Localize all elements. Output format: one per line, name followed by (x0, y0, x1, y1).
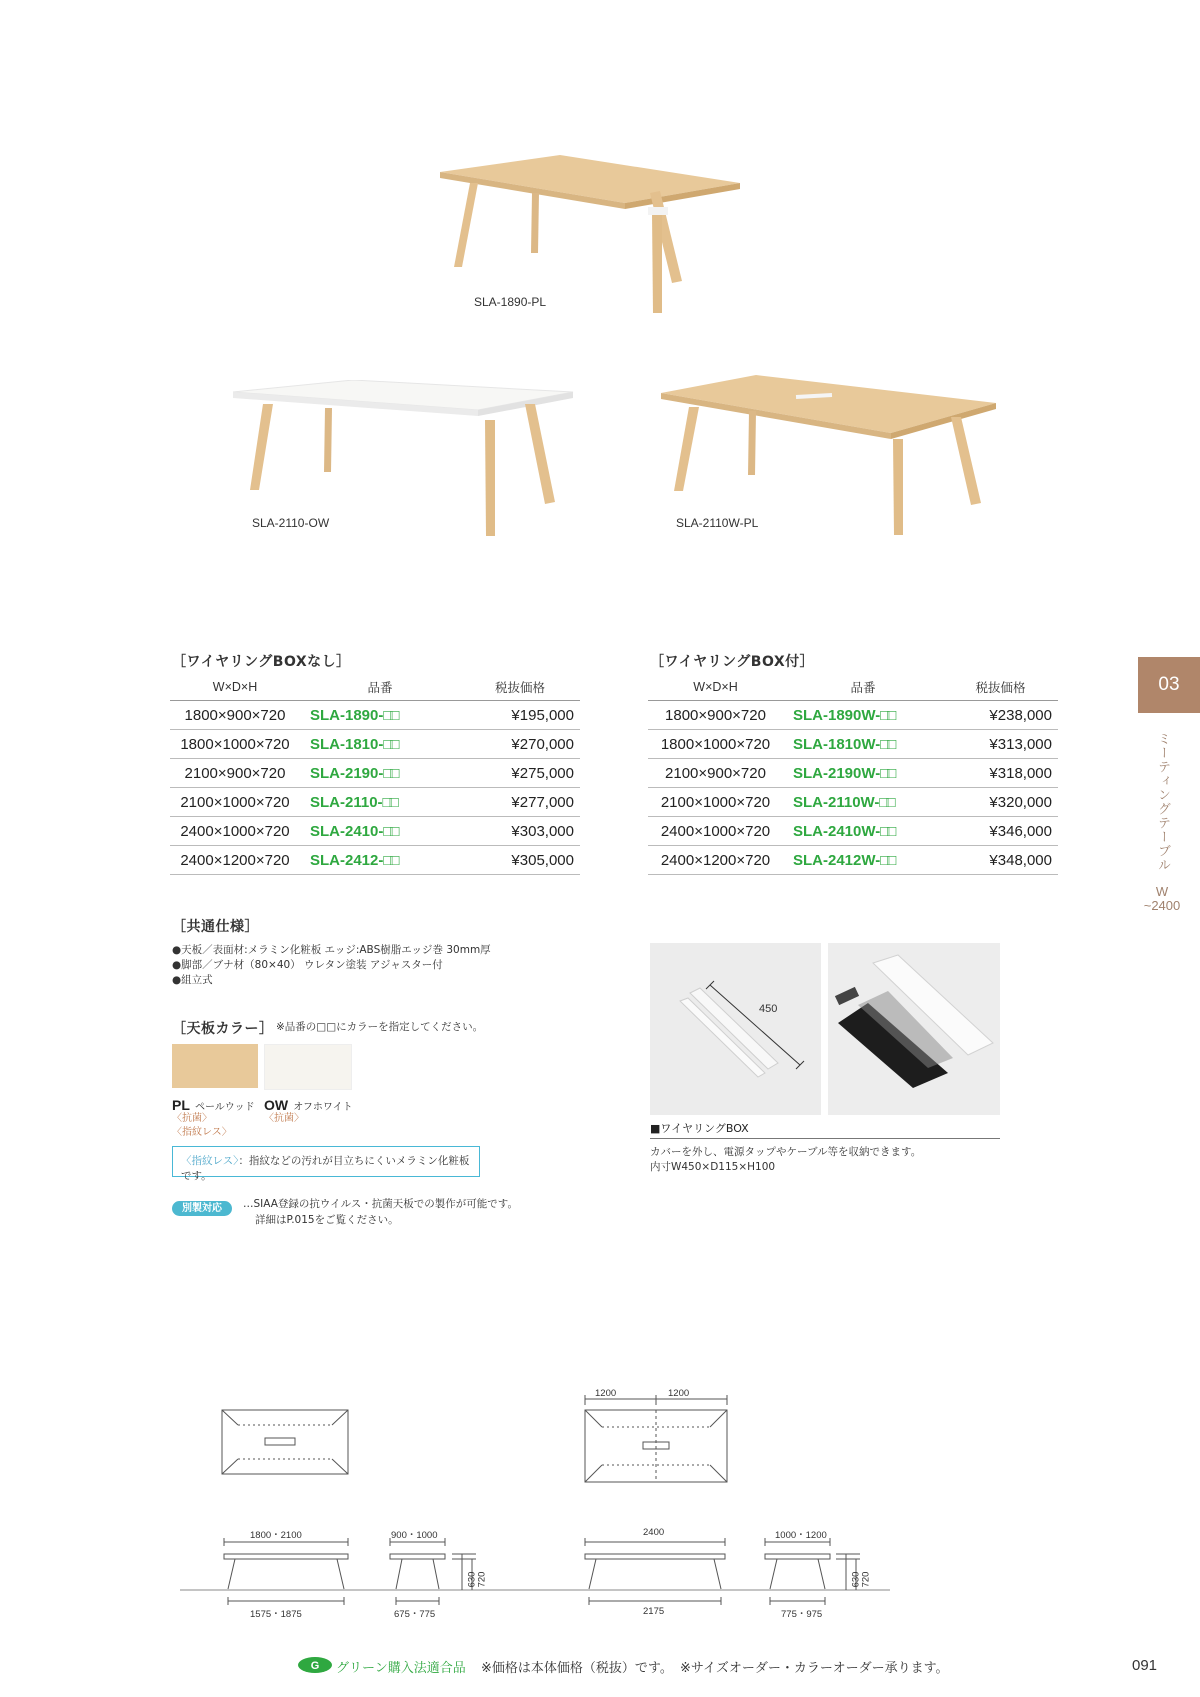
wiring-box-title: ■ワイヤリングBOX (650, 1122, 749, 1135)
custom-order-line2: 詳細はP.015をご覧ください。 (255, 1214, 399, 1226)
code-cell (783, 846, 943, 875)
fingerprint-tag: 〈指紋レス〉 (181, 1155, 239, 1167)
price-cell: ¥275,000 (460, 759, 580, 788)
color-name: オフホワイト (293, 1102, 353, 1113)
green-purchase-icon (297, 1656, 333, 1674)
product-photo-sla-1890-pl (440, 155, 750, 315)
code-boxes: □□ (880, 735, 895, 753)
code-text: SLA-2110- (310, 793, 383, 811)
color-code: OW (264, 1097, 289, 1113)
header-code: 品番 (783, 674, 943, 701)
green-purchase-label: グリーン購入法適合品 (336, 1661, 466, 1676)
dim-end-a-base: 675・775 (394, 1609, 436, 1620)
code-cell (783, 701, 943, 730)
size-cell: 2100×900×720 (170, 759, 300, 788)
dim-height-total-b: 720 (860, 1571, 872, 1588)
product-label-2: SLA-2110-OW (252, 516, 330, 530)
code-cell (300, 817, 460, 846)
code-boxes: □□ (383, 822, 398, 840)
price-cell: ¥270,000 (460, 730, 580, 759)
dim-height-inner: 630 (466, 1571, 478, 1588)
size-cell: 2100×1000×720 (170, 788, 300, 817)
price-cell: ¥313,000 (943, 730, 1058, 759)
table-with-box-title: ［ワイヤリングBOX付］ (650, 654, 815, 670)
color-sub: 〈抗菌〉 (172, 1113, 212, 1124)
dim-side-a-base: 1575・1875 (250, 1609, 302, 1620)
price-cell: ¥346,000 (943, 817, 1058, 846)
code-text: SLA-2412- (310, 851, 384, 869)
size-cell: 1800×900×720 (648, 701, 783, 730)
top-color-note: ※品番の□□にカラーを指定してください。 (276, 1021, 484, 1033)
code-boxes: □□ (383, 851, 398, 869)
wiring-box-divider (650, 1138, 1000, 1139)
code-text: SLA-1810- (310, 735, 384, 753)
code-cell (300, 701, 460, 730)
custom-order-line1: …SIAA登録の抗ウイルス・抗菌天板での製作が可能です。 (243, 1198, 518, 1210)
dim-height-inner-b: 630 (850, 1571, 862, 1588)
code-cell (300, 846, 460, 875)
header-code: 品番 (300, 674, 460, 701)
table-row (648, 788, 1058, 817)
code-cell (300, 788, 460, 817)
table-row (170, 788, 580, 817)
price-cell: ¥238,000 (943, 701, 1058, 730)
wiring-box-photo-1 (650, 943, 821, 1115)
color-sub: 〈抗菌〉 (264, 1113, 304, 1124)
table-row (170, 846, 580, 875)
price-table-with-box (648, 674, 1058, 875)
dim-end-b-width: 1000・1200 (775, 1530, 827, 1541)
price-cell: ¥318,000 (943, 759, 1058, 788)
table-no-box-title: ［ワイヤリングBOXなし］ (172, 654, 351, 670)
product-label-3: SLA-2110W-PL (676, 516, 759, 530)
table-row (170, 759, 580, 788)
code-cell (783, 759, 943, 788)
price-cell: ¥348,000 (943, 846, 1058, 875)
dim-end-a-width: 900・1000 (391, 1530, 438, 1541)
dim-side-b-base: 2175 (643, 1606, 665, 1617)
svg-text:G: G (310, 1660, 320, 1672)
size-cell: 1800×1000×720 (648, 730, 783, 759)
color-code: PL (172, 1097, 190, 1113)
fingerprint-text: ：指紋などの汚れが目立ちにくいメラミン化粧板です。 (181, 1155, 470, 1182)
price-cell: ¥305,000 (460, 846, 580, 875)
product-label-1: SLA-1890-PL (474, 295, 547, 309)
price-cell: ¥320,000 (943, 788, 1058, 817)
size-cell: 1800×900×720 (170, 701, 300, 730)
code-boxes: □□ (880, 706, 895, 724)
code-text: SLA-2190- (310, 764, 384, 782)
price-cell: ¥303,000 (460, 817, 580, 846)
chapter-tab-title: ミーティングテーブル (1155, 732, 1170, 872)
code-cell (300, 759, 460, 788)
code-cell (783, 788, 943, 817)
code-cell (300, 730, 460, 759)
code-boxes: □□ (879, 793, 894, 811)
code-text: SLA-2410W- (793, 822, 881, 840)
code-text: SLA-1890W- (793, 706, 881, 724)
size-cell: 2100×1000×720 (648, 788, 783, 817)
code-boxes: □□ (382, 793, 397, 811)
color-name: ペールウッド (194, 1102, 255, 1113)
common-spec-line: ●天板／表面材:メラミン化粧板 エッジ:ABS樹脂エッジ巻 30mm厚 (172, 944, 491, 956)
code-text: SLA-1890- (310, 706, 384, 724)
chapter-tab-w-label: W (1155, 884, 1169, 899)
dim-top-split-2: 1200 (668, 1388, 690, 1399)
header-price: 税抜価格 (460, 674, 580, 701)
dim-end-b-base: 775・975 (781, 1609, 823, 1620)
size-cell: 2100×900×720 (648, 759, 783, 788)
chapter-tab-number: 03 (1138, 657, 1200, 713)
dim-top-split-1: 1200 (595, 1388, 617, 1399)
table-row (170, 701, 580, 730)
technical-drawings (180, 1375, 925, 1630)
top-color-title: ［天板カラー］ (172, 1021, 274, 1037)
table-row (648, 846, 1058, 875)
header-price: 税抜価格 (943, 674, 1058, 701)
size-cell: 1800×1000×720 (170, 730, 300, 759)
common-spec-title: ［共通仕様］ (172, 919, 259, 935)
code-boxes: □□ (880, 851, 895, 869)
table-row (648, 759, 1058, 788)
code-text: SLA-1810W- (793, 735, 881, 753)
table-row (648, 701, 1058, 730)
code-boxes: □□ (880, 764, 895, 782)
wiring-box-photo-2 (828, 943, 1000, 1115)
code-text: SLA-2412W- (793, 851, 881, 869)
table-row (648, 817, 1058, 846)
chapter-tab-w-range: ~2400 (1143, 898, 1181, 913)
size-cell: 2400×1200×720 (648, 846, 783, 875)
code-text: SLA-2110W- (793, 793, 880, 811)
table-row (170, 817, 580, 846)
footer-note-order: ※サイズオーダー・カラーオーダー承ります。 (680, 1661, 949, 1676)
swatch-ow (264, 1044, 352, 1090)
code-boxes: □□ (880, 822, 895, 840)
code-boxes: □□ (383, 706, 398, 724)
common-spec-line: ●組立式 (172, 974, 213, 986)
table-row (648, 730, 1058, 759)
code-boxes: □□ (383, 735, 398, 753)
color-sub: 〈指紋レス〉 (172, 1127, 232, 1138)
size-cell: 2400×1000×720 (648, 817, 783, 846)
code-text: SLA-2190W- (793, 764, 881, 782)
custom-order-badge: 別製対応 (172, 1201, 232, 1216)
fingerprint-note-box (172, 1146, 480, 1182)
dim-height-total: 720 (476, 1571, 488, 1588)
common-spec-line: ●脚部／ブナ材（80×40） ウレタン塗装 アジャスター付 (172, 959, 443, 971)
footer-note-price: ※価格は本体価格（税抜）です。 (481, 1661, 673, 1676)
table-row (170, 730, 580, 759)
dim-side-a-width: 1800・2100 (250, 1530, 302, 1541)
size-cell: 2400×1200×720 (170, 846, 300, 875)
wiring-box-desc2: 内寸W450×D115×H100 (650, 1161, 776, 1173)
price-table-no-box (170, 674, 580, 875)
wiring-box-dimension: 450 (759, 1003, 778, 1015)
dim-side-b-width: 2400 (643, 1527, 665, 1538)
swatch-pl (172, 1044, 258, 1088)
code-cell (783, 730, 943, 759)
custom-order-row (172, 1196, 232, 1215)
code-boxes: □□ (383, 764, 398, 782)
code-cell (783, 817, 943, 846)
header-size: W×D×H (648, 674, 783, 701)
size-cell: 2400×1000×720 (170, 817, 300, 846)
price-cell: ¥277,000 (460, 788, 580, 817)
price-cell: ¥195,000 (460, 701, 580, 730)
wiring-box-desc1: カバーを外し、電源タップやケーブル等を収納できます。 (650, 1146, 922, 1158)
page-number: 091 (1132, 1657, 1158, 1674)
header-size: W×D×H (170, 674, 300, 701)
code-text: SLA-2410- (310, 822, 384, 840)
